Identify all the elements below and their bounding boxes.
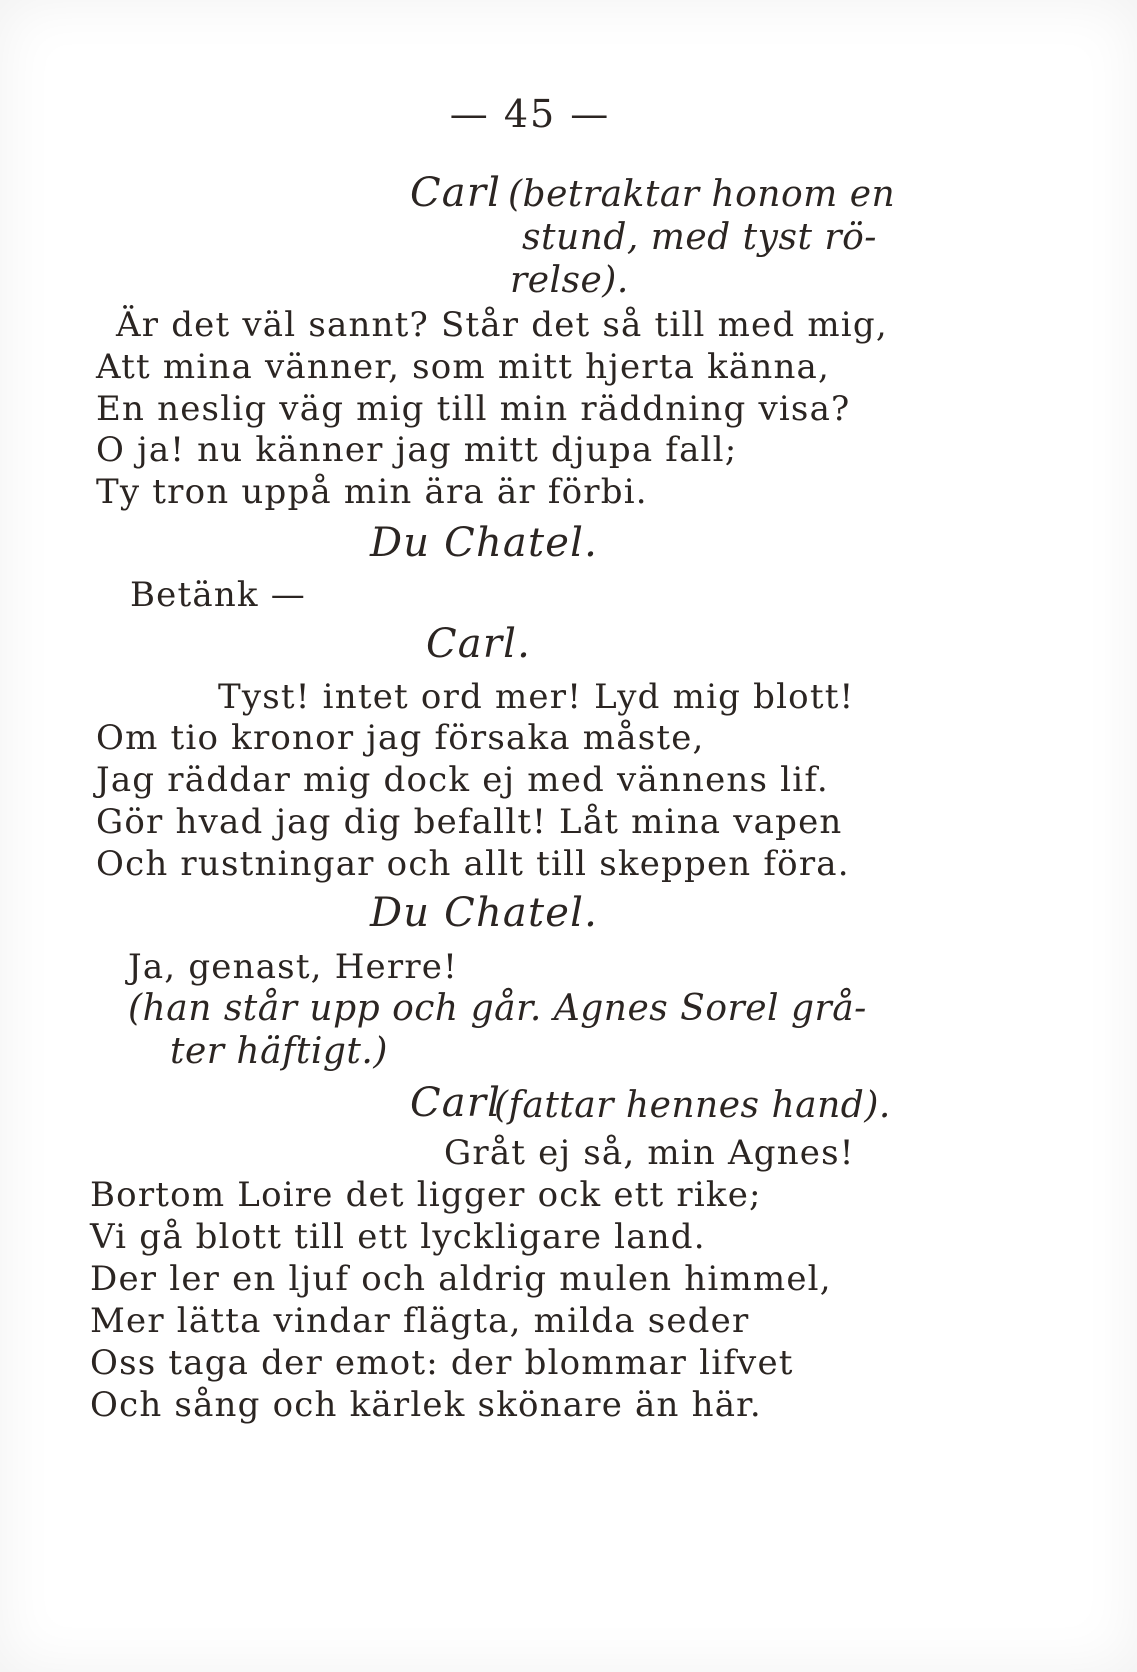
stage-direction: ter häftigt.) — [170, 1031, 388, 1072]
verse-line: O ja! nu känner jag mitt djupa fall; — [96, 430, 738, 470]
speaker-du-chatel: Du Chatel. — [370, 890, 599, 936]
page-number: — 45 — — [449, 92, 611, 136]
verse-line: Tyst! intet ord mer! Lyd mig blott! — [218, 677, 855, 717]
stage-direction: (han står upp och går. Agnes Sorel grå- — [128, 988, 867, 1029]
verse-line: En neslig väg mig till min räddning visa? — [96, 389, 851, 429]
stage-direction: relse). — [510, 260, 629, 301]
verse-line: Är det väl sannt? Står det så till med mig, — [116, 305, 888, 345]
stage-direction: (fattar hennes hand). — [494, 1085, 891, 1126]
verse-line: Att mina vänner, som mitt hjerta känna, — [96, 347, 831, 387]
verse-line: Gråt ej så, min Agnes! — [444, 1133, 855, 1173]
speaker-du-chatel: Du Chatel. — [370, 520, 599, 566]
verse-line: Bortom Loire det ligger ock ett rike; — [90, 1175, 762, 1215]
speaker-carl: Carl — [410, 1080, 502, 1126]
verse-line: Jag räddar mig dock ej med vännens lif. — [96, 760, 829, 800]
stage-direction: (betraktar honom en — [508, 174, 896, 215]
verse-line: Vi gå blott till ett lyckligare land. — [90, 1217, 706, 1257]
speaker-carl: Carl — [410, 170, 502, 216]
verse-line: Ja, genast, Herre! — [128, 947, 458, 987]
verse-line: Gör hvad jag dig befallt! Låt mina vapen — [96, 802, 843, 842]
verse-line: Och sång och kärlek skönare än här. — [90, 1385, 762, 1425]
verse-line: Der ler en ljuf och aldrig mulen himmel, — [90, 1259, 832, 1299]
speaker-carl: Carl. — [426, 621, 532, 667]
verse-line: Om tio kronor jag försaka måste, — [96, 718, 705, 758]
verse-line: Betänk — — [130, 575, 306, 615]
verse-line: Ty tron uppå min ära är förbi. — [96, 472, 648, 512]
verse-line: Och rustningar och allt till skeppen föra. — [96, 844, 850, 884]
verse-line: Mer lätta vindar flägta, milda seder — [90, 1301, 750, 1341]
verse-line: Oss taga der emot: der blommar lifvet — [90, 1343, 794, 1383]
stage-direction: stund, med tyst rö- — [522, 217, 877, 258]
